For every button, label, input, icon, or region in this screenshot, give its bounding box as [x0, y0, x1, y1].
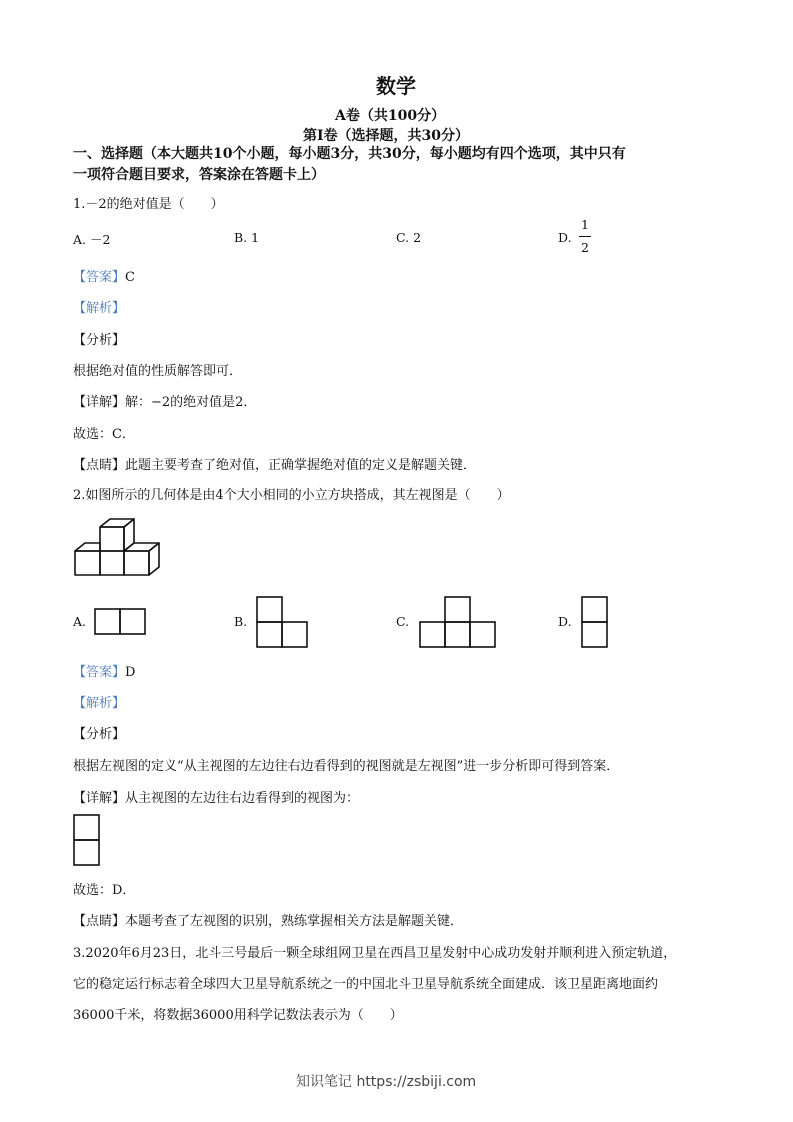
- q1-option-b: B. 1: [234, 230, 260, 245]
- q2-comment: 【点睛】本题考查了左视图的识别，熟练掌握相关方法是解题关键．: [73, 914, 464, 929]
- q1-detail: 【详解】解：−2的绝对值是2．: [73, 395, 257, 410]
- q3-line3: 36000千米，将数据36000用科学记数法表示为（ ）: [73, 1008, 403, 1023]
- q2-option-b: B.: [234, 614, 248, 629]
- q2-option-d-figure: [581, 596, 609, 650]
- q2-option-c: C.: [396, 614, 410, 629]
- q2-option-c-figure: [419, 596, 499, 650]
- q1-answer: [73, 266, 135, 285]
- q2-option-a: A.: [73, 614, 87, 629]
- answer-tag: 【答案】: [73, 665, 126, 680]
- q2-option-d: D.: [558, 614, 572, 629]
- q1-analysis-tag: 【解析】: [73, 301, 126, 316]
- q2-stem: 2.如图所示的几何体是由4个大小相同的小立方块搭成，其左视图是（ ）: [73, 488, 510, 503]
- q3-line1: 3.2020年6月23日，北斗三号最后一颗全球组网卫星在西昌卫星发射中心成功发射并顺利进入预定轨道，: [73, 946, 677, 961]
- footer-watermark: 知识笔记 https://zsbiji.com: [296, 1074, 477, 1090]
- section-heading-line2: 一项符合题目要求，答案涂在答题卡上）: [73, 167, 325, 183]
- q1-choice: 故选：C．: [73, 427, 135, 442]
- answer-value: D: [125, 665, 136, 680]
- q1-option-c: C. 2: [396, 230, 422, 245]
- part-heading: 第I卷（选择题，共30分）: [303, 128, 470, 144]
- q1-stem: 1.－2的绝对值是（ ）: [73, 197, 224, 212]
- volume-heading: A卷（共100分）: [335, 108, 446, 124]
- q2-fenxi-tag: 【分析】: [73, 727, 126, 742]
- page-title: 数学: [376, 74, 416, 98]
- cube-solid-figure: [70, 515, 170, 585]
- q2-option-b-figure: [256, 596, 310, 650]
- section-heading-line1: 一、选择题（本大题共10个小题，每小题3分，共30分，每小题均有四个选项，其中只有: [73, 146, 626, 162]
- q2-analysis-tag: 【解析】: [73, 696, 126, 711]
- q2-detail-figure: [73, 814, 101, 868]
- q1-option-d-label: D.: [558, 230, 572, 245]
- answer-value: C: [125, 270, 135, 285]
- q2-answer: [73, 661, 135, 680]
- q1-option-d-denominator: 2: [581, 240, 589, 255]
- q1-option-a: A. －2: [73, 232, 111, 247]
- q2-fenxi-text: 根据左视图的定义“从主视图的左边往右边看得到的视图就是左视图”进一步分析即可得到答案．: [73, 759, 620, 774]
- q3-line2: 它的稳定运行标志着全球四大卫星导航系统之一的中国北斗卫星导航系统全面建成．该卫星距离地面约: [73, 977, 659, 992]
- fraction-bar: [579, 236, 591, 237]
- q2-detail: 【详解】从主视图的左边往右边看得到的视图为：: [73, 791, 360, 806]
- q1-comment: 【点睛】此题主要考查了绝对值，正确掌握绝对值的定义是解题关键．: [73, 458, 477, 473]
- q2-choice: 故选：D．: [73, 883, 136, 898]
- answer-tag: 【答案】: [73, 270, 126, 285]
- q1-option-d-numerator: 1: [581, 217, 589, 232]
- q1-fenxi-text: 根据绝对值的性质解答即可．: [73, 364, 243, 379]
- q2-option-a-figure: [94, 608, 148, 636]
- q1-fenxi-tag: 【分析】: [73, 333, 126, 348]
